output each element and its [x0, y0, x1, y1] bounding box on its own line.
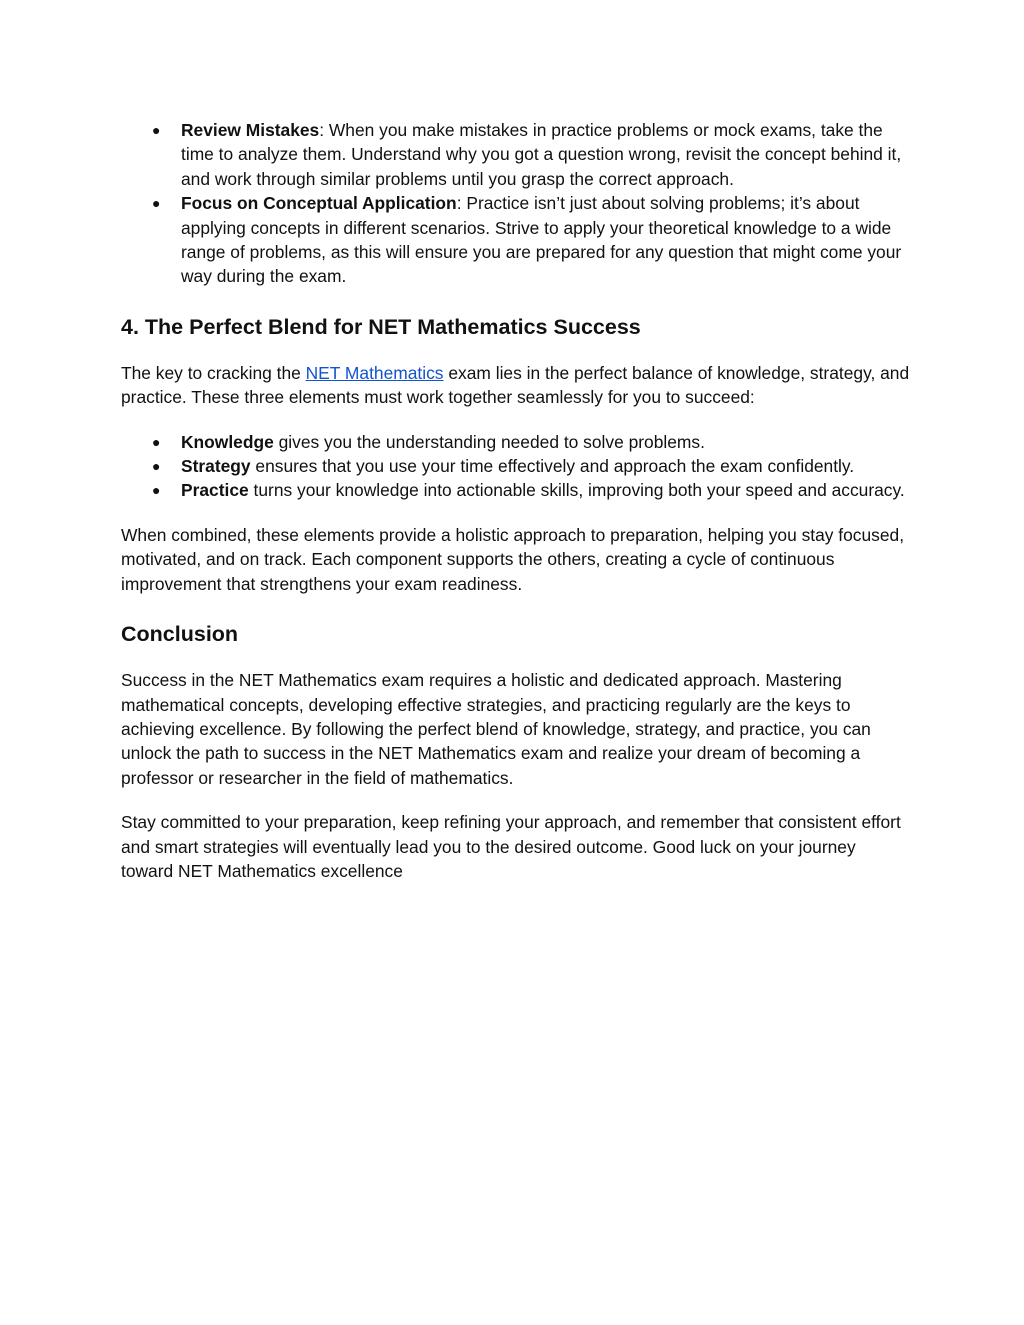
blend-elements-list	[121, 430, 911, 503]
conclusion-paragraph-1: Success in the NET Mathematics exam requires a holistic and dedicated approach. Mastering mathematical concepts, developing effective strategies, and practicing regularly are the keys to achieving excellence. By following the perfect blend of knowledge, strategy, and practice, you can unlock the path to success in the NET Mathematics exam and realize your dream of becoming a professor or researcher in the field of mathematics.	[121, 670, 871, 788]
bullet-icon: ●	[152, 482, 161, 499]
list-item-text: gives you the understanding needed to solve problems.	[273, 431, 705, 452]
list-item-knowledge	[121, 430, 911, 454]
list-item-strategy	[121, 454, 911, 478]
list-item-term: Review Mistakes	[181, 120, 320, 140]
list-item-review-mistakes	[121, 118, 911, 191]
bullet-icon: ●	[152, 122, 161, 138]
list-item-term: Strategy	[181, 456, 251, 477]
list-item-term: Practice	[181, 480, 249, 501]
conclusion-paragraph-2: Stay committed to your preparation, keep refining your approach, and remember that consistent effort and smart strategies will eventually lead you to the desired outcome. Good luck on your journey toward NET Mathematics excellence	[121, 812, 901, 881]
list-item-text: turns your knowledge into actionable skills, improving both your speed and accuracy.	[248, 480, 905, 501]
bullet-icon: ●	[152, 195, 161, 212]
document-page	[121, 118, 911, 883]
list-item-term: Knowledge	[181, 431, 274, 452]
list-item-text: : Practice isn’t just about solving problems; it’s about applying concepts in different scenarios. Strive to apply your theoretical knowledge to a wide range of problems, as this will ensure you are prepared for any question that might come your way during the exam.	[181, 193, 902, 287]
section4-intro-paragraph	[121, 361, 911, 410]
intro-text-before: The key to cracking the	[121, 362, 306, 383]
net-mathematics-link[interactable]: NET Mathematics	[305, 362, 444, 383]
list-item-term: Focus on Conceptual Application	[181, 193, 457, 214]
section-heading-conclusion: Conclusion	[121, 622, 239, 647]
list-item-practice	[121, 478, 911, 502]
section-heading-perfect-blend: 4. The Perfect Blend for NET Mathematics Success	[121, 314, 641, 339]
bullet-icon: ●	[152, 433, 161, 450]
list-item-text: ensures that you use your time effectively and approach the exam confidently.	[250, 456, 855, 477]
section4-closing-paragraph: When combined, these elements provide a holistic approach to preparation, helping you stay focused, motivated, and on track. Each component supports the others, creating a cycle of continuous improvement that strengthens your exam readiness.	[121, 524, 905, 594]
list-item-conceptual-application	[121, 191, 911, 289]
review-tips-list	[121, 118, 911, 289]
bullet-icon: ●	[152, 458, 161, 475]
intro-text-after: exam lies in the perfect balance of knowledge, strategy, and practice. These three elements must work together seamlessly for you to succeed:	[121, 362, 910, 408]
list-item-text: : When you make mistakes in practice problems or mock exams, take the time to analyze them. Understand why you got a question wrong, revisit the concept behind it, and work through similar problems until you grasp the correct approach.	[181, 120, 902, 189]
